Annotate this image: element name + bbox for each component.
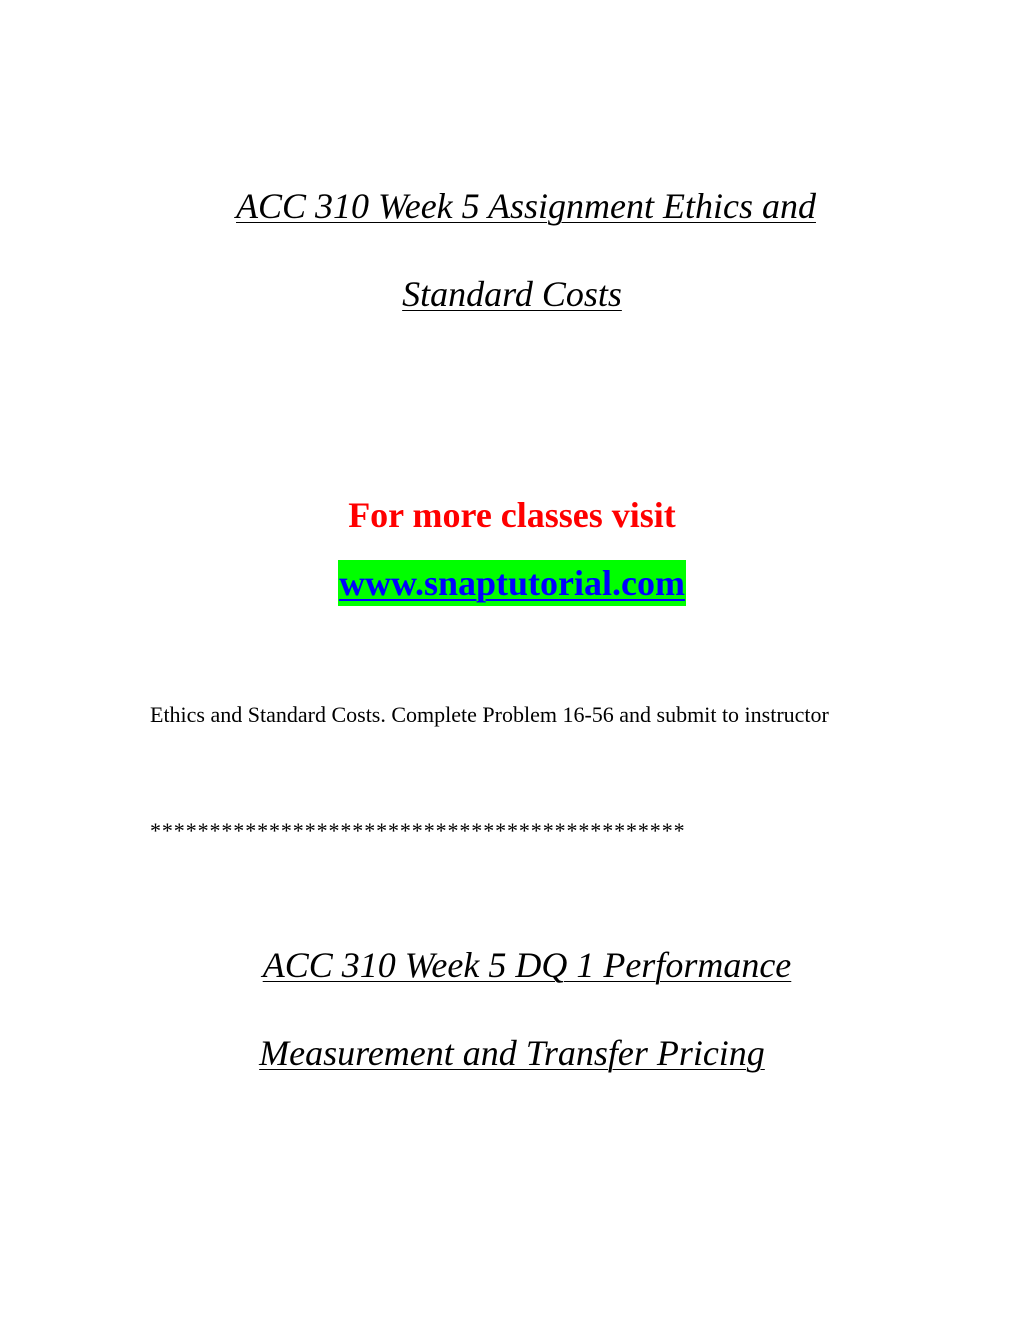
snaptutorial-link[interactable]: www.snaptutorial.com [338,560,686,606]
section2-title-line2: Measurement and Transfer Pricing [259,1033,765,1073]
section1-title-line2: Standard Costs [402,274,622,314]
promo-link-container [0,560,1024,606]
section1-title-line1: ACC 310 Week 5 Assignment Ethics and [236,186,816,226]
separator-asterisks: ********************************************* [150,818,686,843]
assignment-description: Ethics and Standard Costs. Complete Problem 16-56 and submit to instructor [150,702,829,727]
section2-title-line1: ACC 310 Week 5 DQ 1 Performance [262,945,792,985]
promo-text: For more classes visit [348,495,676,535]
